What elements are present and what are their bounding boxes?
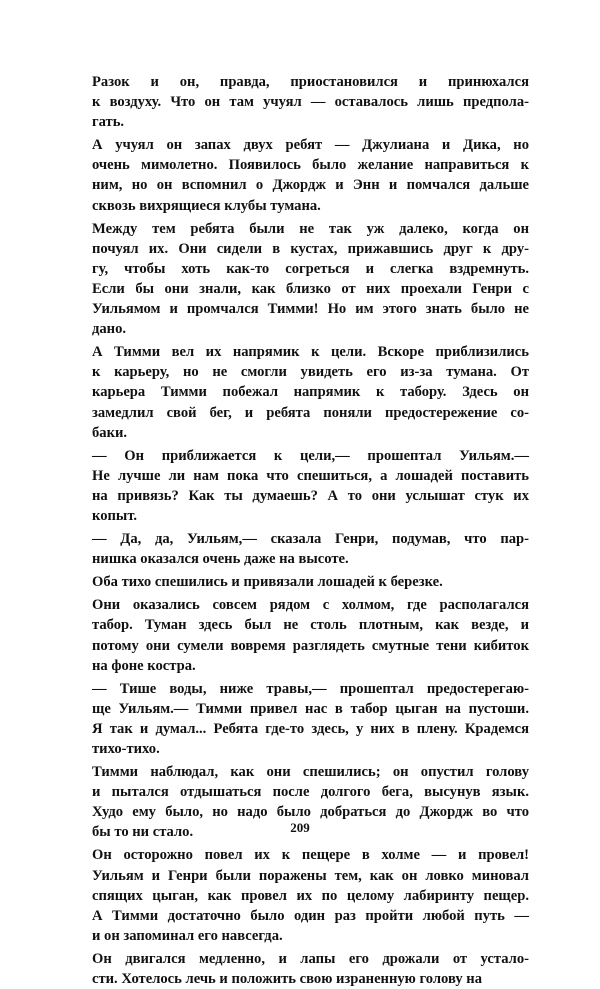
text-line: Уильям и Генри были поражены тем, как он ловко миновал xyxy=(92,867,529,884)
text-line: дано. xyxy=(92,321,127,338)
text-line: гу, чтобы хоть как-то согреться и слегка вздремнуть. xyxy=(92,260,529,277)
text-line: Если бы они знали, как близко от них проехали Генри с xyxy=(92,280,529,297)
text-line: спящих цыган, как провел их по целому лабиринту пещер. xyxy=(92,887,529,904)
text-line: А учуял он запах двух ребят — Джулиана и Дика, но xyxy=(92,137,529,154)
paragraph xyxy=(92,219,529,340)
text-line: Не лучше ли нам пока что спешиться, а лошадей поставить xyxy=(92,467,529,484)
text-line: гать. xyxy=(92,114,125,131)
text-line: почуял их. Они сидели в кустах, прижавшись друг к дру- xyxy=(92,240,529,257)
text-line: и он запоминал его навсегда. xyxy=(92,927,283,944)
text-line: — Да, да, Уильям,— сказала Генри, подумав, что пар- xyxy=(92,531,529,548)
text-line: копыт. xyxy=(92,507,138,524)
text-line: Он осторожно повел их к пещере в холме — и провел! xyxy=(92,847,529,864)
text-line: к карьеру, но не смогли увидеть его из-за тумана. От xyxy=(92,364,529,381)
text-line: сти. Хотелось лечь и положить свою израненную голову на xyxy=(92,971,482,988)
text-line: к воздуху. Что он там учуял — оставалось лишь предпола- xyxy=(92,94,529,111)
text-line: Уильямом и промчался Тимми! Но им этого знать было не xyxy=(92,301,529,318)
text-line: карьера Тимми побежал напрямик к табору. Здесь он xyxy=(92,384,529,401)
text-line: тихо-тихо. xyxy=(92,741,160,757)
text-line: Тимми наблюдал, как они спешились; он опустил голову xyxy=(92,764,529,781)
text-line: Худо ему было, но надо было добраться до Джордж во что xyxy=(92,804,529,821)
text-line: табор. Туман здесь был не столь плотным, как везде, и xyxy=(92,617,529,634)
text-line: Между тем ребята были не так уж далеко, когда он xyxy=(92,220,529,237)
text-line: — Он приближается к цели,— прошептал Уильям.— xyxy=(92,447,529,464)
paragraph xyxy=(92,595,529,675)
text-line: А Тимми достаточно было один раз пройти любой путь — xyxy=(92,907,529,924)
paragraph xyxy=(92,949,529,989)
text-line: замедлил свой бег, и ребята поняли предостережение со- xyxy=(92,404,529,421)
paragraph xyxy=(92,342,529,442)
text-line: Они оказались совсем рядом с холмом, где располагался xyxy=(92,597,529,614)
text-line: А Тимми вел их напрямик к цели. Вскоре приблизились xyxy=(92,344,529,361)
paragraph xyxy=(92,679,529,759)
text-line: очень мимолетно. Появилось было желание направиться к xyxy=(92,157,529,174)
text-line: Я так и думал... Ребята где-то здесь, у них в плену. Крадемся xyxy=(92,720,529,737)
paragraph xyxy=(92,845,529,945)
text-line: Он двигался медленно, и лапы его дрожали от устало- xyxy=(92,950,529,967)
paragraph xyxy=(92,72,529,132)
text-line: нишка оказался очень даже на высоте. xyxy=(92,551,349,568)
paragraph xyxy=(92,572,529,592)
text-line: баки. xyxy=(92,424,128,441)
page-number: 209 xyxy=(290,820,310,835)
text-line: на фоне костра. xyxy=(92,657,196,674)
text-line: Разок и он, правда, приостановился и принюхался xyxy=(92,74,529,90)
text-line: — Тише воды, ниже травы,— прошептал предостерегаю- xyxy=(92,680,529,697)
text-line: бы то ни стало. xyxy=(92,824,194,841)
paragraph xyxy=(92,529,529,569)
paragraph xyxy=(92,446,529,526)
text-line: потому они сумели вовремя разглядеть смутные тени кибиток xyxy=(92,637,529,654)
text-line: и пытался отдышаться после долгого бега, высунув язык. xyxy=(92,784,529,801)
text-line: ним, но он вспомнил о Джордж и Энн и помчался дальше xyxy=(92,177,529,194)
paragraph xyxy=(92,135,529,215)
text-line: Оба тихо спешились и привязали лошадей к березке. xyxy=(92,574,443,591)
text-line: ще Уильям.— Тимми привел нас в табор цыган на пустоши. xyxy=(92,700,529,717)
text-line: сквозь вихрящиеся клубы тумана. xyxy=(92,197,321,214)
body-text xyxy=(92,72,529,989)
text-line: на привязь? Как ты думаешь? А то они услышат стук их xyxy=(92,487,529,504)
